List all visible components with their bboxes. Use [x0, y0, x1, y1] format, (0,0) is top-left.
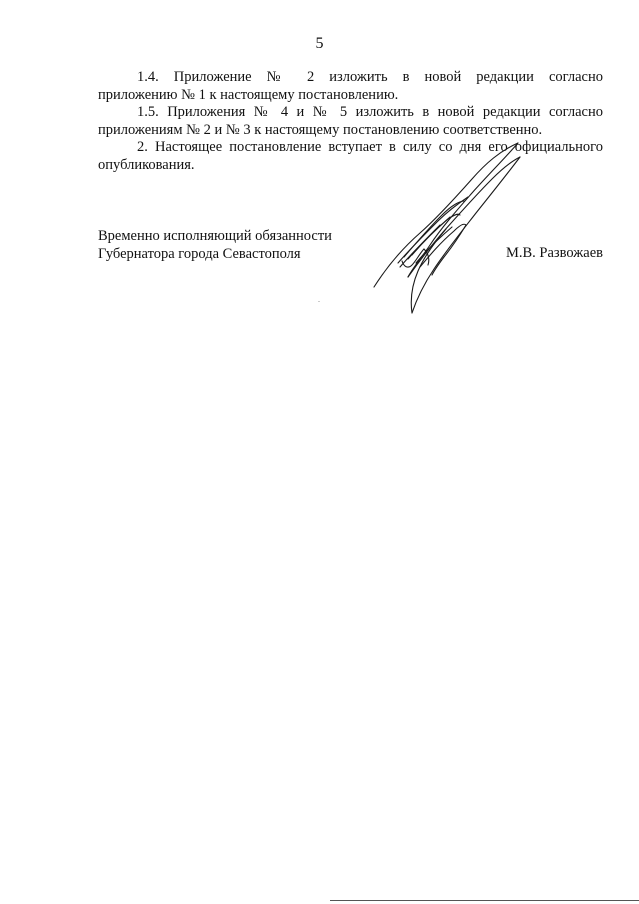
handwritten-signature [368, 135, 528, 320]
paragraph-2-line-1: 2. Настоящее постановление вступает в силу со дня его официального [137, 139, 603, 155]
paragraph-1-5-line-2: приложениям № 2 и № 3 к настоящему постановлению соответственно. [98, 122, 543, 138]
paragraph-1-4-line-2: приложению № 1 к настоящему постановлению. [98, 87, 399, 103]
signatory-title-line-1: Временно исполняющий обязанности [98, 228, 332, 244]
paragraph-1-5 [98, 103, 603, 139]
paragraph-1-4 [98, 68, 603, 104]
paragraph-1-4-line-1: 1.4. Приложение № 2 изложить в новой редакции согласно [137, 69, 603, 85]
signatory-title [98, 227, 332, 263]
bottom-edge-line [330, 900, 639, 901]
scan-speck [318, 301, 320, 302]
page-number: 5 [315, 35, 324, 52]
signatory-title-line-2: Губернатора города Севастополя [98, 246, 301, 262]
paragraph-2-line-2: опубликования. [98, 157, 195, 173]
signatory-name: М.В. Развожаев [505, 245, 603, 261]
paragraph-1-5-line-1: 1.5. Приложения № 4 и № 5 изложить в новой редакции согласно [137, 104, 603, 120]
